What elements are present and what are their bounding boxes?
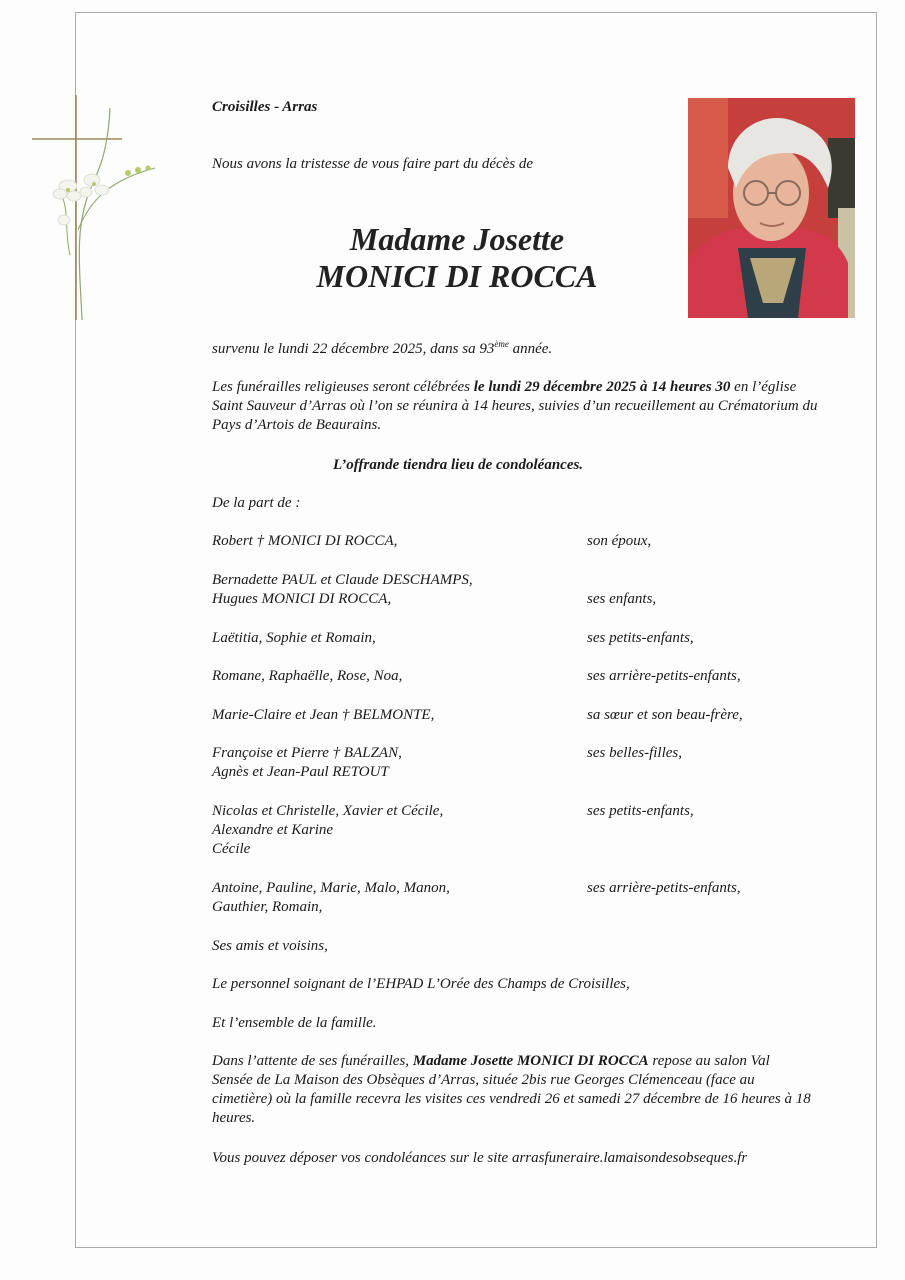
family-names: [212, 802, 582, 859]
family-name-line: Agnès et Jean-Paul RETOUT: [212, 764, 389, 780]
cross-flower-icon: [30, 80, 160, 325]
deceased-name: [212, 221, 702, 295]
friends-line: Ses amis et voisins,: [212, 938, 328, 954]
death-statement: [212, 340, 822, 359]
visitation-notice: [212, 1052, 812, 1128]
family-relation: ses petits-enfants,: [587, 630, 694, 646]
family-names: [212, 571, 582, 609]
ordinal-suffix: ème: [494, 339, 509, 349]
family-relation: ses arrière-petits-enfants,: [587, 880, 741, 896]
visitation-name: Madame Josette MONICI DI ROCCA: [412, 1053, 649, 1069]
family-name-line: Alexandre et Karine: [212, 822, 334, 838]
family-relation: son époux,: [587, 533, 652, 549]
death-text: survenu le lundi 22 décembre 2025, dans sa 93: [212, 341, 495, 357]
family-name-line: Antoine, Pauline, Marie, Malo, Manon,: [212, 880, 450, 896]
visitation-text: Dans l’attente de ses funérailles,: [212, 1053, 413, 1069]
family-names: [212, 706, 582, 725]
announcement-intro: Nous avons la tristesse de vous faire part du décès de: [212, 156, 534, 172]
family-names: [212, 629, 582, 648]
family-relation: ses enfants,: [587, 591, 657, 607]
death-text-end: année.: [508, 341, 553, 357]
funeral-text-end: en l’église Saint Sauveur d’Arras où l’on se réunira à 14 heures, suivies d’un recueillement au Crématorium du Pays d’Artois de Beaurains.: [212, 379, 818, 433]
family-relation: ses belles-filles,: [587, 745, 682, 761]
family-name-line: Bernadette PAUL et Claude DESCHAMPS,: [212, 572, 473, 588]
funeral-date: le lundi 29 décembre 2025 à 14 heures 30: [473, 379, 731, 395]
deceased-name-line2: MONICI DI ROCCA: [316, 258, 598, 294]
family-name-line: Robert † MONICI DI ROCCA,: [212, 533, 398, 549]
from-label: De la part de :: [212, 495, 301, 511]
family-names: [212, 744, 582, 782]
funeral-text: Les funérailles religieuses seront célébrées: [212, 379, 474, 395]
family-relation: sa sœur et son beau-frère,: [587, 707, 743, 723]
family-names: [212, 532, 582, 551]
location-heading: Croisilles - Arras: [212, 99, 318, 115]
family-line: Et l’ensemble de la famille.: [212, 1015, 377, 1031]
family-relation: ses arrière-petits-enfants,: [587, 668, 741, 684]
family-name-line: Cécile: [212, 841, 251, 857]
family-name-line: Marie-Claire et Jean † BELMONTE,: [212, 707, 435, 723]
visitation-text-end: repose au salon Val Sensée de La Maison des Obsèques d’Arras, située 2bis rue Georges Clémenceau (face au cimetière) où la famille recevra les visites ces vendredi 26 et samedi 27 décembre de 16 heures à 18 heures.: [212, 1053, 811, 1126]
family-name-line: Nicolas et Christelle, Xavier et Cécile,: [212, 803, 444, 819]
family-name-line: Gauthier, Romain,: [212, 899, 323, 915]
portrait-photo: [688, 98, 855, 318]
portrait-illustration: [688, 98, 855, 318]
staff-line: Le personnel soignant de l’EHPAD L’Orée des Champs de Croisilles,: [212, 976, 630, 992]
family-relation: ses petits-enfants,: [587, 803, 694, 819]
funeral-announcement: [212, 378, 822, 435]
family-names: [212, 667, 582, 686]
family-names: [212, 879, 582, 917]
condolences-notice: Vous pouvez déposer vos condoléances sur le site arrasfuneraire.lamaisondesobseques.fr: [212, 1150, 748, 1166]
offering-notice: L’offrande tiendra lieu de condoléances.: [332, 457, 584, 473]
family-name-line: Françoise et Pierre † BALZAN,: [212, 745, 402, 761]
family-name-line: Hugues MONICI DI ROCCA,: [212, 591, 392, 607]
family-name-line: Laëtitia, Sophie et Romain,: [212, 630, 376, 646]
deceased-name-line1: Madame Josette: [349, 221, 565, 257]
family-name-line: Romane, Raphaëlle, Rose, Noa,: [212, 668, 403, 684]
